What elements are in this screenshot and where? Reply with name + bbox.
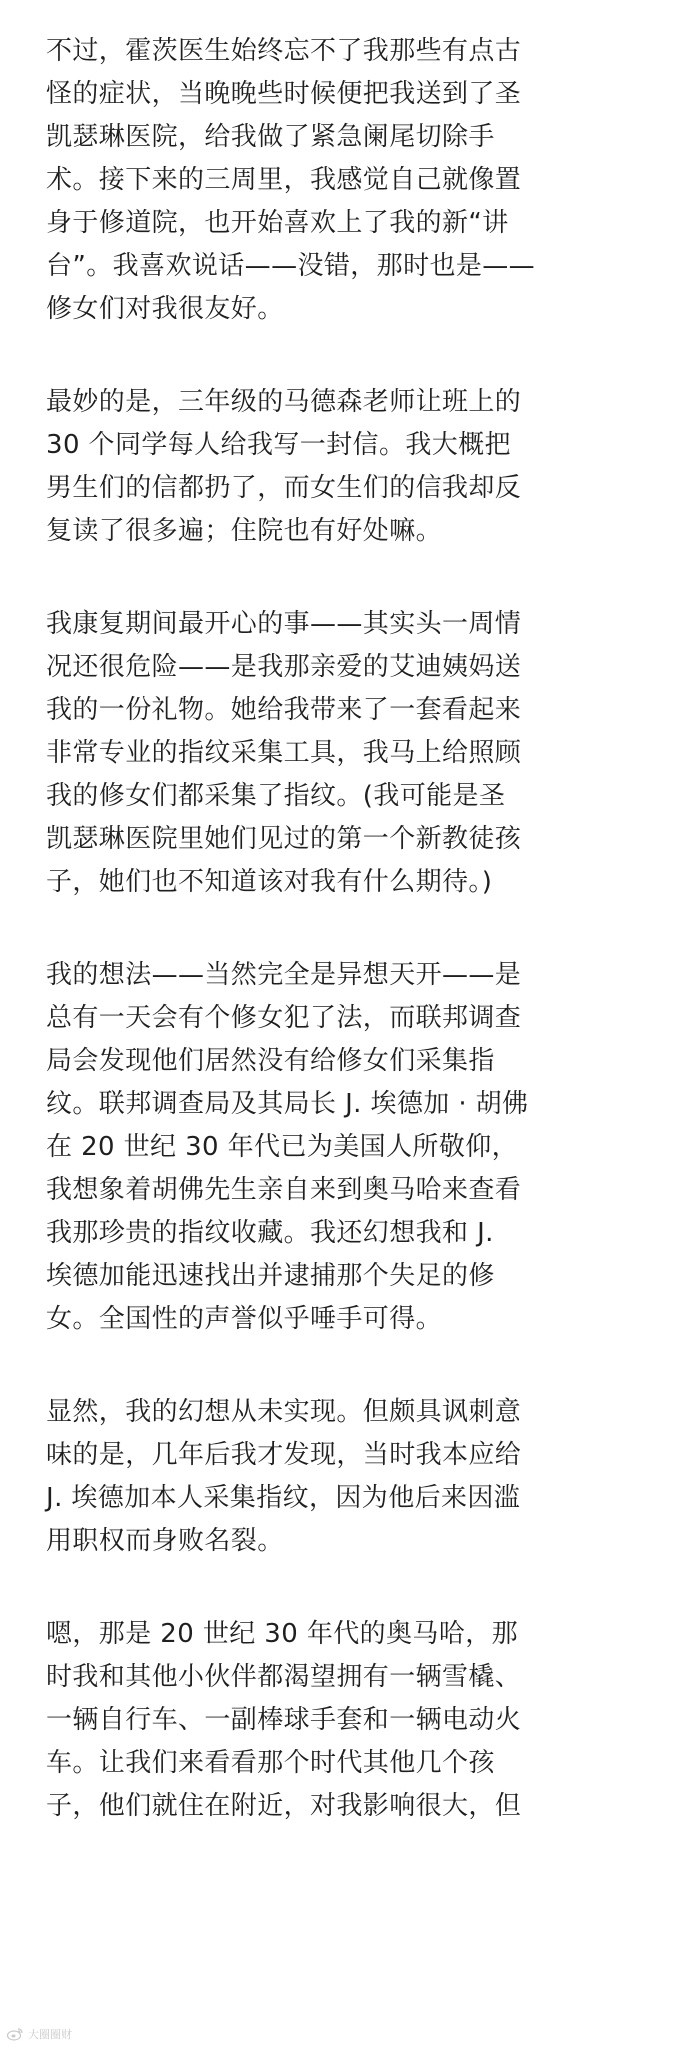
text-line: 显然，我的幻想从未实现。但颇具讽刺意 (46, 1397, 522, 1427)
text-line: 凯瑟琳医院里她们见过的第一个新教徒孩 (46, 824, 522, 854)
weibo-logo-icon (6, 2027, 24, 2041)
watermark (6, 2026, 72, 2042)
text-line: 非常专业的指纹采集工具，我马上给照顾 (46, 738, 522, 768)
text-line: 凯瑟琳医院，给我做了紧急阑尾切除手 (46, 122, 495, 152)
text-line: 台”。我喜欢说话——没错，那时也是—— (46, 251, 536, 281)
text-line: 复读了很多遍；住院也有好处嘛。 (46, 516, 443, 546)
text-line: 纹。联邦调查局及其局长 J. 埃德加 · 胡佛 (46, 1089, 529, 1119)
paragraph (46, 954, 636, 1341)
text-line: 用职权而身败名裂。 (46, 1526, 284, 1556)
text-line: 埃德加能迅速找出并逮捕那个失足的修 (46, 1261, 495, 1291)
text-line: 女。全国性的声誉似乎唾手可得。 (46, 1304, 443, 1334)
text-line: 嗯，那是 20 世纪 30 年代的奥马哈，那 (46, 1619, 519, 1649)
text-line: 怪的症状，当晚晚些时候便把我送到了圣 (46, 79, 522, 109)
text-line: 我的想法——当然完全是异想天开——是 (46, 960, 522, 990)
text-line: 不过，霍茨医生始终忘不了我那些有点古 (46, 36, 522, 66)
text-line: 术。接下来的三周里，我感觉自己就像置 (46, 165, 522, 195)
text-line: 一辆自行车、一副棒球手套和一辆电动火 (46, 1705, 522, 1735)
text-line: 我那珍贵的指纹收藏。我还幻想我和 J. (46, 1218, 494, 1248)
text-line: 我的一份礼物。她给我带来了一套看起来 (46, 695, 522, 725)
paragraph (46, 1391, 636, 1563)
text-line: 局会发现他们居然没有给修女们采集指 (46, 1046, 495, 1076)
text-line: 况还很危险——是我那亲爱的艾迪姨妈送 (46, 652, 522, 682)
text-line: 男生们的信都扔了，而女生们的信我却反 (46, 473, 522, 503)
text-line: 时我和其他小伙伴都渴望拥有一辆雪橇、 (46, 1662, 522, 1692)
text-line: 身于修道院，也开始喜欢上了我的新“讲 (46, 208, 509, 238)
text-line: 最妙的是，三年级的马德森老师让班上的 (46, 387, 522, 417)
text-line: 30 个同学每人给我写一封信。我大概把 (46, 430, 511, 460)
paragraph (46, 1613, 636, 1828)
paragraph (46, 381, 636, 553)
text-line: 我的修女们都采集了指纹。(我可能是圣 (46, 781, 506, 811)
paragraph (46, 603, 636, 904)
watermark-text: 大圈圈财 (28, 2028, 72, 2041)
paragraph (46, 30, 636, 331)
text-line: 修女们对我很友好。 (46, 294, 284, 324)
text-line: 子，她们也不知道该对我有什么期待。) (46, 867, 493, 897)
text-line: 味的是，几年后我才发现，当时我本应给 (46, 1440, 522, 1470)
text-line: 我康复期间最开心的事——其实头一周情 (46, 609, 522, 639)
text-line: 总有一天会有个修女犯了法，而联邦调查 (46, 1003, 522, 1033)
text-line: J. 埃德加本人采集指纹，因为他后来因滥 (46, 1483, 521, 1513)
text-line: 我想象着胡佛先生亲自来到奥马哈来查看 (46, 1175, 522, 1205)
article-body (46, 30, 636, 1878)
text-line: 在 20 世纪 30 年代已为美国人所敬仰， (46, 1132, 519, 1162)
text-line: 车。让我们来看看那个时代其他几个孩 (46, 1748, 495, 1778)
text-line: 子，他们就住在附近，对我影响很大，但 (46, 1791, 522, 1821)
